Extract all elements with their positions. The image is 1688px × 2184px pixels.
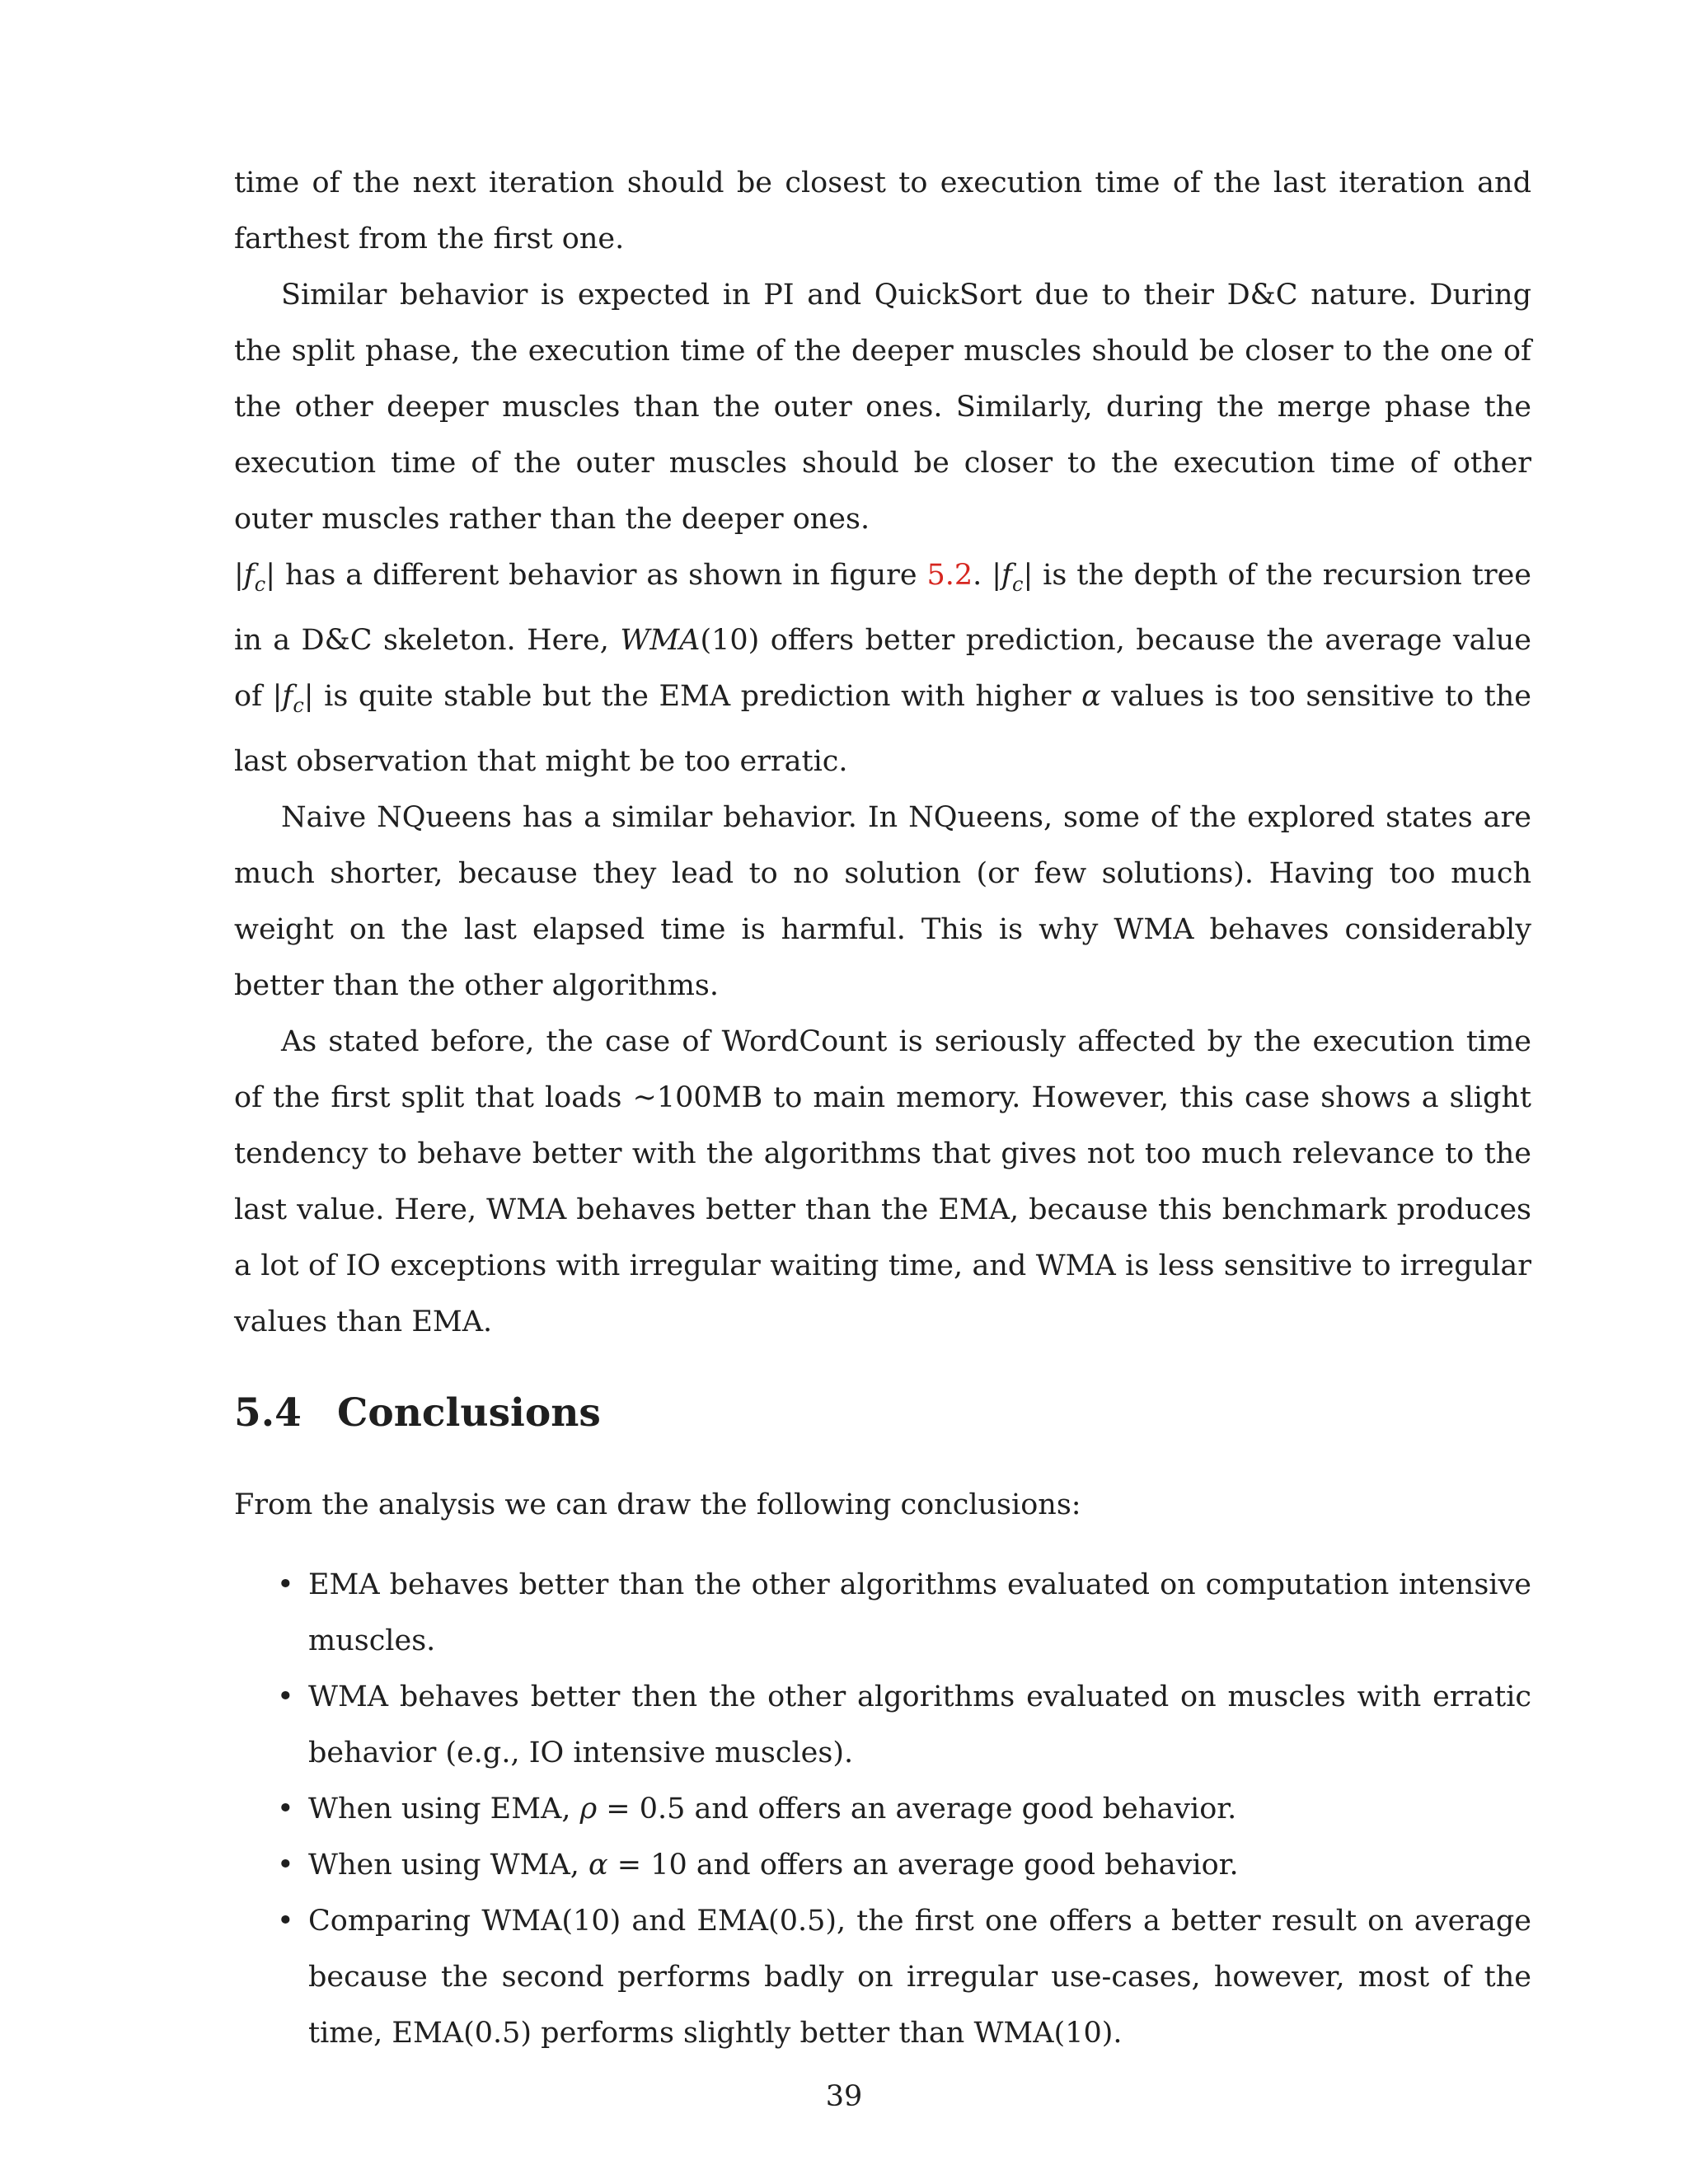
bullet-icon: • bbox=[277, 1849, 294, 1882]
section-heading bbox=[234, 1385, 1531, 1441]
bullet-icon: • bbox=[277, 1680, 294, 1713]
paragraph-continuation: time of the next iteration should be closest to execution time of the last iteration and farthest from the first one. bbox=[234, 166, 1531, 255]
paragraph-fc-behavior: $|f_c|$ has a different behavior as shown in figure 5.2. $|f_c|$ is the depth of the recursion tree in a D&C skeleton. Here, WMA(10) offers better prediction, because the average value of $|f_c|$ is quite stable but the EMA prediction with higher α values is too sensitive to the last observation that might be too erratic. bbox=[234, 559, 1531, 778]
wma-symbol: WMA bbox=[620, 624, 701, 657]
list-item: • EMA behaves better than the other algorithms evaluated on computation intensive muscles. bbox=[234, 1557, 1531, 1669]
page-body bbox=[234, 155, 1531, 2061]
fc-symbol: $|f_c|$ bbox=[272, 680, 314, 717]
fc-symbol: $|f_c|$ bbox=[992, 559, 1034, 596]
section-intro: From the analysis we can draw the following conclusions: bbox=[234, 1488, 1081, 1521]
paragraph-dc-behavior: Similar behavior is expected in PI and QuickSort due to their D&C nature. During the split phase, the execution time of the deeper muscles should be closer to the one of the other deeper muscles than the outer ones. Similarly, during the merge phase the execution time of the outer muscles should be closer to the execution time of other outer muscles rather than the deeper ones. bbox=[234, 279, 1531, 536]
bullet-icon: • bbox=[277, 1905, 294, 1938]
list-item: • When using WMA, α = 10 and offers an average good behavior. bbox=[234, 1837, 1531, 1893]
list-item: • WMA behaves better then the other algorithms evaluated on muscles with erratic behavior (e.g., IO intensive muscles). bbox=[234, 1669, 1531, 1781]
alpha-symbol: α bbox=[588, 1849, 608, 1882]
section-title: Conclusions bbox=[337, 1390, 601, 1436]
page-number: 39 bbox=[825, 2080, 863, 2113]
paragraph-wordcount: As stated before, the case of WordCount is seriously affected by the execution time of the first split that loads ∼100MB to main memory. However, this case shows a slight tendency to behave better with the algorithms that gives not too much relevance to the last value. Here, WMA behaves better than the EMA, because this benchmark produces a lot of IO exceptions with irregular waiting time, and WMA is less sensitive to irregular values than EMA. bbox=[234, 1025, 1531, 1338]
bullet-icon: • bbox=[277, 1568, 294, 1601]
figure-reference-link[interactable]: 5.2 bbox=[926, 559, 973, 592]
list-item: • When using EMA, ρ = 0.5 and offers an average good behavior. bbox=[234, 1781, 1531, 1837]
section-number: 5.4 bbox=[234, 1390, 302, 1436]
list-item: • Comparing WMA(10) and EMA(0.5), the first one offers a better result on average because the second performs badly on irregular use-cases, however, most of the time, EMA(0.5) performs slightly better than WMA(10). bbox=[234, 1893, 1531, 2061]
alpha-symbol: α bbox=[1081, 680, 1101, 713]
paragraph-nqueens: Naive NQueens has a similar behavior. In NQueens, some of the explored states are much shorter, because they lead to no solution (or few solutions). Having too much weight on the last elapsed time is harmful. This is why WMA behaves considerably better than the other algorithms. bbox=[234, 801, 1531, 1002]
conclusions-list bbox=[234, 1557, 1531, 2061]
bullet-icon: • bbox=[277, 1793, 294, 1825]
rho-symbol: ρ bbox=[579, 1793, 598, 1825]
fc-symbol: $|f_c|$ bbox=[234, 559, 276, 596]
